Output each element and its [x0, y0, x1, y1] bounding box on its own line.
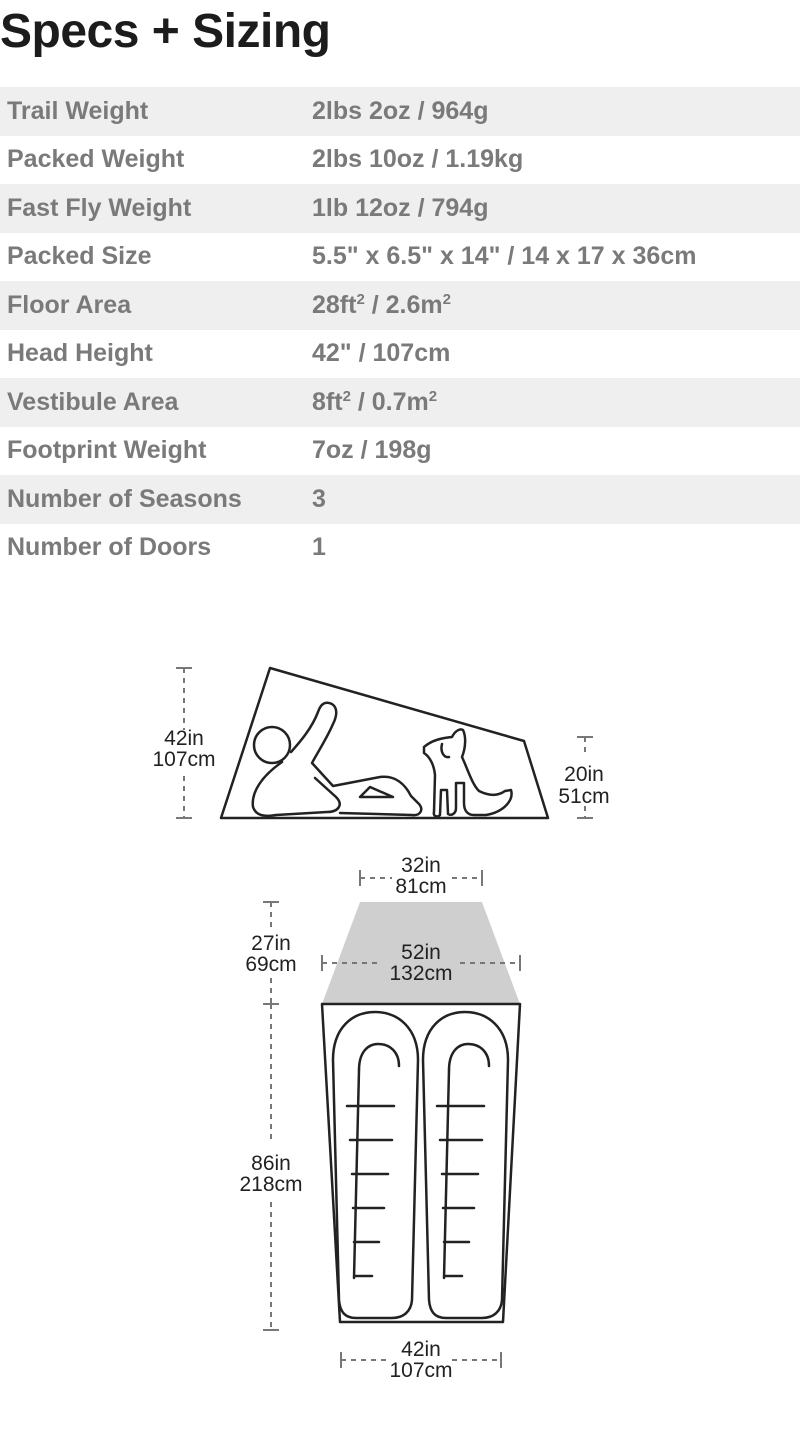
head-width-cm-label: 132cm	[389, 962, 453, 985]
vestibule-width-in-label: 32in	[401, 854, 441, 877]
specs-table	[0, 87, 800, 572]
spec-label: Footprint Weight	[7, 436, 207, 465]
spec-value: 2lbs 10oz / 1.19kg	[312, 145, 524, 174]
spec-value-imperial: 28ft	[312, 290, 357, 319]
sleeping-bag-left-illustration	[333, 1012, 418, 1318]
spec-value: 1	[312, 533, 326, 562]
spec-row-fast-fly-weight	[0, 184, 800, 233]
foot-height-in-label: 20in	[564, 763, 604, 786]
foot-width-cm-label: 107cm	[389, 1359, 453, 1382]
spec-value: 42" / 107cm	[312, 339, 451, 368]
spec-row-head-height	[0, 330, 800, 379]
spec-row-floor-area	[0, 281, 800, 330]
spec-row-trail-weight	[0, 87, 800, 136]
superscript: 2	[342, 387, 351, 405]
dog-illustration	[424, 729, 512, 816]
spec-label: Floor Area	[0, 281, 312, 330]
vestibule-depth-in-label: 27in	[251, 932, 291, 955]
superscript: 2	[428, 387, 438, 405]
spec-label: Trail Weight	[0, 87, 312, 136]
spec-value: 2lbs 2oz / 964g	[312, 87, 800, 136]
spec-value: 3	[312, 475, 800, 524]
superscript: 2	[356, 290, 365, 308]
tent-top-view	[239, 854, 520, 1382]
spec-value	[312, 281, 800, 330]
floor-length-in-label: 86in	[251, 1152, 291, 1175]
spec-value	[312, 378, 800, 427]
foot-width-in-label: 42in	[401, 1338, 441, 1361]
tent-floor-outline	[322, 1004, 520, 1322]
floor-length-cm-label: 218cm	[239, 1173, 303, 1196]
spec-row-packed-size	[0, 233, 800, 282]
sleeping-bag-right-illustration	[423, 1012, 508, 1318]
spec-value-metric: / 2.6m	[364, 290, 443, 319]
superscript: 2	[442, 290, 451, 308]
vestibule-depth-cm-label: 69cm	[245, 953, 297, 976]
person-illustration	[253, 703, 421, 816]
spec-row-footprint-weight	[0, 427, 800, 476]
spec-label: Number of Seasons	[0, 475, 312, 524]
spec-row-number-of-seasons	[0, 475, 800, 524]
spec-value: 5.5" x 6.5" x 14" / 14 x 17 x 36cm	[312, 242, 697, 271]
spec-value-metric: / 0.7m	[350, 387, 429, 416]
foot-height-cm-label: 51cm	[558, 785, 610, 808]
spec-label: Head Height	[7, 339, 153, 368]
tent-dimension-diagram	[0, 640, 800, 1400]
tent-side-outline	[221, 668, 548, 818]
vestibule-width-cm-label: 81cm	[395, 875, 447, 898]
spec-row-packed-weight	[0, 136, 800, 185]
spec-value: 1lb 12oz / 794g	[312, 184, 800, 233]
spec-value: 7oz / 198g	[312, 436, 432, 465]
head-height-in-label: 42in	[164, 727, 204, 750]
spec-row-vestibule-area	[0, 378, 800, 427]
spec-label: Vestibule Area	[0, 378, 312, 427]
head-width-in-label: 52in	[401, 941, 441, 964]
spec-label: Fast Fly Weight	[0, 184, 312, 233]
spec-row-number-of-doors	[0, 524, 800, 573]
spec-label: Number of Doors	[7, 533, 212, 562]
page-title: Specs + Sizing	[0, 5, 331, 58]
tent-side-view	[152, 668, 609, 818]
head-height-cm-label: 107cm	[152, 748, 216, 771]
spec-label: Packed Size	[7, 242, 152, 271]
spec-label: Packed Weight	[7, 145, 185, 174]
spec-value-imperial: 8ft	[312, 387, 343, 416]
